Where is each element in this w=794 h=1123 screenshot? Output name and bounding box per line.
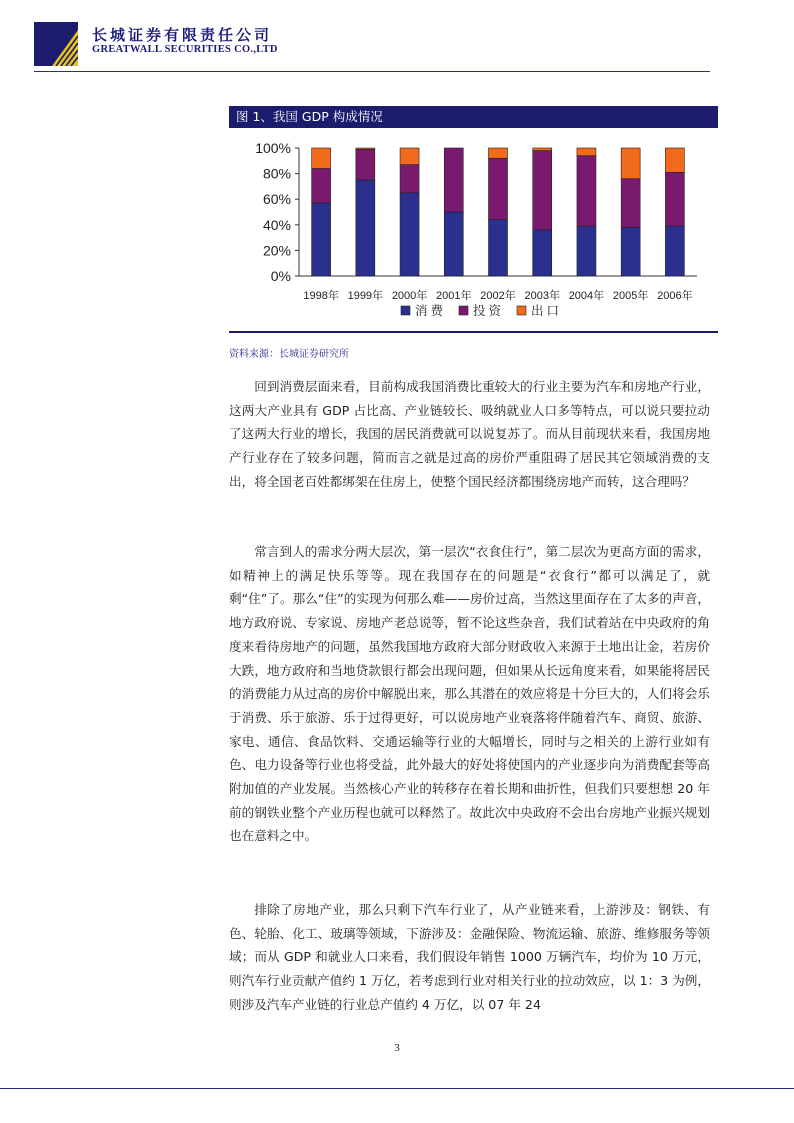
- legend-label: 出口: [531, 303, 563, 318]
- company-name-en: GREATWALL SECURITIES CO.,LTD: [92, 44, 278, 55]
- bar-segment: [621, 227, 640, 276]
- company-logo: [34, 22, 78, 66]
- bar-segment: [533, 151, 552, 230]
- legend-swatch: [459, 306, 468, 315]
- bar-segment: [312, 148, 331, 168]
- x-tick-label: 2002年: [480, 290, 516, 302]
- gdp-composition-chart: [229, 130, 718, 330]
- y-tick-label: 60%: [262, 191, 291, 208]
- bar-segment: [577, 226, 596, 276]
- bar-segment: [621, 148, 640, 179]
- x-tick-label: 2004年: [568, 290, 605, 302]
- paragraph-1: 回到消费层面来看，目前构成我国消费比重较大的行业主要为汽车和房地产行业，这两大产业具有 GDP 占比高、产业链较长、吸纳就业人口多等特点，可以说只要拉动了这两大行业的增长，我国的居民消费就可以说复苏了。而从目前现状来看，我国房地产行业存在了较多问题，简而言之就是过高的房价严重阻碍了居民其它领域消费的支出，将全国老百姓都绑架在住房上，使整个国民经济都围绕房地产而转，这合理吗？: [229, 379, 710, 489]
- y-tick-label: 80%: [262, 165, 291, 182]
- x-tick-label: 2001年: [436, 290, 472, 302]
- bar-segment: [444, 148, 463, 212]
- y-tick-label: 100%: [255, 140, 291, 156]
- figure-source: 资料来源：长城证券研究所: [229, 349, 349, 360]
- legend-label: 投资: [473, 303, 505, 318]
- bar-segment: [489, 220, 508, 276]
- bar-segment: [533, 148, 552, 151]
- bar-segment: [621, 179, 640, 228]
- paragraph-2: 常言到人的需求分两大层次，第一层次“衣食住行”，第二层次为更高方面的需求，如精神上的满足快乐等等。现在我国存在的问题是“衣食行”都可以满足了，就剩“住”了。那么“住”的实现为何那么难——房价过高，当然这里面存在了太多的声音，地方政府说、专家说、房地产老总说等，暂不论这些杂音，我们试着站在中央政府的角度来看待房地产的问题，虽然我国地方政府大部分财政收入来源于土地出让金，若房价大跌，地方政府和当地贷款银行都会出现问题，但如果从长远角度来看，如果能将居民的消费能力从过高的房价中解脱出来，那么其潜在的效应将是十分巨大的，人们将会乐于消费、乐于旅游、乐于过得更好，可以说房地产业衰落将伴随着汽车、商贸、旅游、家电、通信、食品饮料、交通运输等行业的大幅增长，同时与之相关的上游行业如有色、电力设备等行业也将受益，此外最大的好处将使国内的产业逐步向为消费配套等高附加值的产业发展。当然核心产业的转移存在着长期和曲折性，但我们只要想想 20 年前的钢铁业整个产业历程也就可以释然了。故此次中央政府不会出台房地产业振兴规划也在意料之中。: [229, 544, 710, 844]
- figure-divider: [229, 331, 718, 333]
- x-tick-label: 2003年: [524, 290, 560, 302]
- bar-segment: [400, 165, 419, 193]
- bar-segment: [577, 156, 596, 226]
- legend-label: 消费: [415, 303, 447, 318]
- bar-segment: [312, 168, 331, 203]
- x-tick-label: 2005年: [612, 290, 649, 302]
- bar-segment: [577, 148, 596, 156]
- bar-segment: [533, 230, 552, 276]
- company-name-cn: 长城证券有限责任公司: [92, 26, 273, 44]
- bar-segment: [489, 148, 508, 158]
- bar-segment: [665, 172, 684, 226]
- bar-segment: [400, 193, 419, 276]
- header-divider: [34, 71, 710, 72]
- y-tick-label: 20%: [262, 242, 291, 259]
- legend-swatch: [517, 306, 526, 315]
- bar-segment: [356, 148, 375, 149]
- y-tick-label: 40%: [262, 216, 291, 233]
- bar-segment: [489, 158, 508, 219]
- x-tick-label: 2000年: [391, 290, 428, 302]
- figure-title: 图 1、我国 GDP 构成情况: [229, 106, 718, 128]
- footer-divider: [0, 1088, 794, 1089]
- bar-segment: [400, 148, 419, 165]
- y-tick-label: 0%: [270, 268, 291, 284]
- bar-segment: [665, 148, 684, 172]
- bar-segment: [312, 203, 331, 276]
- x-tick-label: 2006年: [657, 290, 693, 302]
- x-tick-label: 1998年: [303, 290, 339, 302]
- paragraph-3: 排除了房地产业，那么只剩下汽车行业了，从产业链来看，上游涉及：钢铁、有色、轮胎、化工、玻璃等领域，下游涉及：金融保险、物流运输、旅游、维修服务等领域；而从 GDP 和就业人口来看，我们假设年销售 1000 万辆汽车，均价为 10 万元，则汽车行业贡献产值约 1 万亿，若考虑到行业对相关行业的拉动效应，以 1：3 为例，则涉及汽车产业链的行业总产值约 4 万亿，以 07 年 24: [229, 902, 710, 1012]
- bar-segment: [356, 149, 375, 180]
- page-number: 3: [394, 1042, 400, 1054]
- bar-segment: [356, 180, 375, 276]
- bar-segment: [444, 212, 463, 276]
- bar-segment: [665, 226, 684, 276]
- x-tick-label: 1999年: [347, 290, 384, 302]
- legend-swatch: [401, 306, 410, 315]
